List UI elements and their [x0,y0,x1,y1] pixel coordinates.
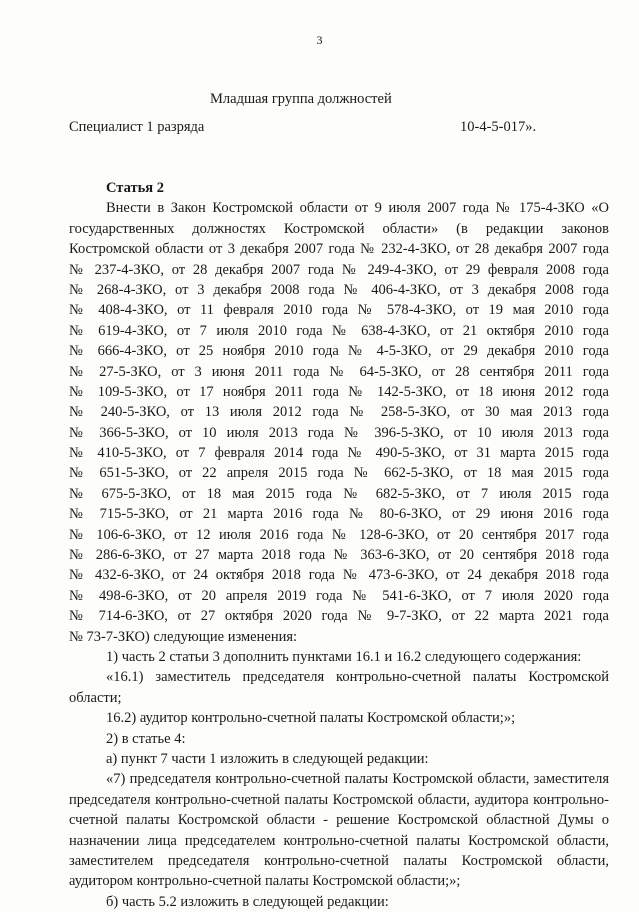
intro-line: № 432-6-ЗКО, от 24 октября 2018 года № 473-6-ЗКО, от 24 декабря 2018 года [69,567,609,584]
intro-line: № 666-4-ЗКО, от 25 ноября 2010 года № 4-5-ЗКО, от 29 декабря 2010 года [69,343,609,360]
article-2 [69,178,609,912]
article-title: Статья 2 [106,180,164,196]
intro-line: № 237-4-ЗКО, от 28 декабря 2007 года № 249-4-ЗКО, от 29 февраля 2008 года [69,261,609,278]
intro-line: № 408-4-ЗКО, от 11 февраля 2010 года № 578-4-ЗКО, от 19 мая 2010 года [69,302,609,319]
intro-line: № 675-5-ЗКО, от 18 мая 2015 года № 682-5-ЗКО, от 7 июля 2015 года [69,485,609,502]
intro-line: № 619-4-ЗКО, от 7 июля 2010 года № 638-4-ЗКО, от 21 октября 2010 года [69,322,609,339]
article-intro [69,198,609,647]
item-1-16-2: 16.2) аудитор контрольно-счетной палаты Костромской области;»; [106,710,516,727]
item-2: 2) в статье 4: [106,730,186,747]
intro-line: Внести в Закон Костромской области от 9 июля 2007 года № 175-4-ЗКО «О [106,200,609,217]
intro-line: № 268-4-ЗКО, от 3 декабря 2008 года № 406-4-ЗКО, от 3 декабря 2008 года [69,281,609,298]
intro-line: № 715-5-ЗКО, от 21 марта 2016 года № 80-6-ЗКО, от 29 июня 2016 года [69,506,609,523]
intro-line: № 106-6-ЗКО, от 12 июля 2016 года № 128-6-ЗКО, от 20 сентября 2017 года [69,526,609,543]
intro-line: № 651-5-ЗКО, от 22 апреля 2015 года № 662-5-ЗКО, от 18 мая 2015 года [69,465,609,482]
intro-line: Костромской области от 3 декабря 2007 года № 232-4-ЗКО, от 28 декабря 2007 года [69,241,609,258]
intro-line: № 410-5-ЗКО, от 7 февраля 2014 года № 490-5-ЗКО, от 31 марта 2015 года [69,445,609,462]
grade-name: Специалист 1 разряда [69,119,205,135]
intro-line: № 498-6-ЗКО, от 20 апреля 2019 года № 541-6-ЗКО, от 7 июля 2020 года [69,587,609,604]
item-2b: б) часть 5.2 изложить в следующей редакции: [106,893,389,910]
item-1: 1) часть 2 статьи 3 дополнить пунктами 16.1 и 16.2 следующего содержания: [106,649,582,665]
group-heading: Младшая группа должностей [210,91,392,107]
intro-line: № 240-5-ЗКО, от 13 июля 2012 года № 258-5-ЗКО, от 30 мая 2013 года [69,404,609,421]
item-2a: а) пункт 7 части 1 изложить в следующей редакции: [106,751,429,768]
item-1-16-1: «16.1) заместитель председателя контрольно-счетной палаты Костромской области; [69,669,609,706]
intro-line: № 73-7-ЗКО) следующие изменения: [69,628,298,645]
intro-line: № 109-5-ЗКО, от 17 ноября 2011 года № 142-5-ЗКО, от 18 июня 2012 года [69,383,609,400]
intro-line: № 27-5-ЗКО, от 3 июня 2011 года № 64-5-ЗКО, от 28 сентября 2011 года [69,363,609,380]
grade-code: 10-4-5-017». [460,119,537,135]
item-2a-text: «7) председателя контрольно-счетной палаты Костромской области, заместителя председателя контрольно-счетной палаты Костромской области, аудитора контрольно-счетной палаты Костромской области - решение Костромской областной Думы о назначении лица председателем контрольно-счетной палаты Костромской области, заместителем председателя контрольно-счетной палаты Костромской области, аудитором контрольно-счетной палаты Костромской области;»; [69,771,609,890]
intro-line: № 286-6-ЗКО, от 27 марта 2018 года № 363-6-ЗКО, от 20 сентября 2018 года [69,547,609,564]
intro-line: государственных должностях Костромской области» (в редакции законов [69,220,609,237]
intro-line: № 714-6-ЗКО, от 27 октября 2020 года № 9-7-ЗКО, от 22 марта 2021 года [69,608,609,625]
page-number: 3 [316,33,323,47]
intro-line: № 366-5-ЗКО, от 10 июля 2013 года № 396-5-ЗКО, от 10 июля 2013 года [69,424,609,441]
